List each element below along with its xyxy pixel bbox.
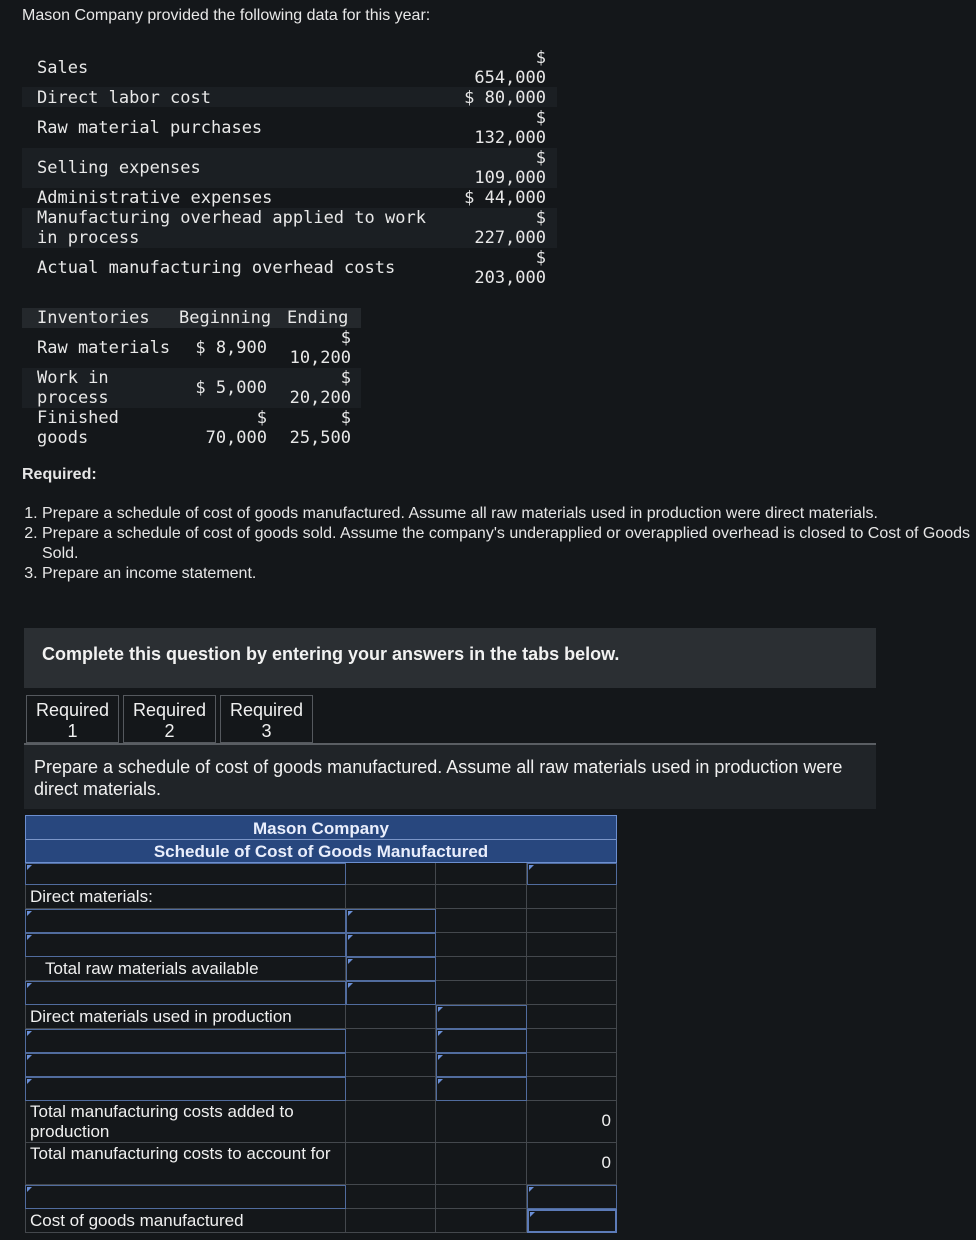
table-row [25, 863, 617, 885]
schedule-header [25, 815, 617, 863]
label-input[interactable] [25, 933, 346, 957]
direct-materials-label: Direct materials: [30, 887, 153, 906]
requirement-item: 2. Prepare a schedule of cost of goods sold. Assume the company's underapplied or overapplied overhead is closed to Cost of Goods Sold. [42, 524, 972, 564]
label-input[interactable] [25, 863, 346, 885]
data-label-sales: Sales [37, 58, 89, 78]
label-input[interactable] [25, 909, 346, 933]
table-row [25, 1101, 617, 1143]
total-account-label: Total manufacturing costs to account for [30, 1144, 331, 1163]
label-input[interactable] [25, 981, 346, 1005]
inventory-label-finished: Finished goods [37, 408, 119, 448]
table-row [25, 1029, 617, 1053]
requirement-item: 1. Prepare a schedule of cost of goods manufactured. Assume all raw materials used in production were direct materials. [42, 504, 972, 524]
dm-used-label: Direct materials used in production [30, 1007, 292, 1026]
inventory-label-raw-materials: Raw materials [37, 338, 171, 358]
data-value-actual-overhead: 203,000 [474, 268, 546, 288]
amount-input[interactable] [346, 981, 436, 1005]
data-value-overhead-applied-currency: $ [535, 208, 546, 228]
total-added-value: 0 [601, 1111, 611, 1130]
data-value-overhead-applied: 227,000 [474, 228, 546, 248]
schedule-company: Mason Company [252, 819, 390, 838]
tab-instruction-text: Prepare a schedule of cost of goods manufactured. Assume all raw materials used in production were direct materials. [34, 757, 843, 799]
data-label-administrative: Administrative expenses [37, 188, 273, 208]
data-value-direct-labor: $ 80,000 [464, 88, 546, 108]
data-value-selling: 109,000 [474, 168, 546, 188]
data-value-selling-currency: $ [535, 148, 546, 168]
inventory-raw-beginning: $ 8,900 [195, 338, 267, 358]
table-row [25, 1143, 617, 1185]
total-raw-available-label: Total raw materials available [45, 959, 259, 978]
inventories-header-label: Inventories [37, 308, 150, 328]
amount-input[interactable] [346, 933, 436, 957]
tab-instruction-panel [24, 745, 876, 809]
table-row [25, 981, 617, 1005]
instruction-text: Complete this question by entering your answers in the tabs below. [42, 644, 620, 664]
tab-required-2[interactable] [123, 695, 216, 743]
total-account-value: 0 [601, 1153, 611, 1172]
table-row [25, 909, 617, 933]
data-label-direct-labor: Direct labor cost [37, 88, 211, 108]
data-value-actual-overhead-currency: $ [535, 248, 546, 268]
inventories-header-ending: Ending [287, 308, 349, 328]
tab-number: 2 [164, 721, 175, 741]
cogm-amount-input[interactable] [527, 1209, 617, 1233]
table-row [25, 933, 617, 957]
data-label-selling: Selling expenses [37, 158, 201, 178]
intro-text: Mason Company provided the following data for this year: [22, 7, 431, 24]
total-added-label: Total manufacturing costs added to production [30, 1102, 294, 1141]
tab-number: 1 [67, 721, 78, 741]
amount-input[interactable] [436, 1077, 527, 1101]
table-row [25, 1077, 617, 1101]
table-row [25, 1209, 617, 1233]
data-label-overhead-applied: Manufacturing overhead applied to work in process [37, 208, 426, 248]
table-row [25, 1185, 617, 1209]
inventories-header-beginning: Beginning [179, 308, 272, 328]
table-row [25, 1053, 617, 1077]
required-heading: Required: [22, 466, 97, 483]
inventory-label-wip: Work in process [37, 368, 109, 408]
data-value-sales-currency: $ [535, 48, 546, 68]
table-row [25, 1005, 617, 1029]
inventory-raw-ending: $ 10,200 [289, 328, 351, 368]
amount-input[interactable] [346, 957, 436, 981]
cogm-label: Cost of goods manufactured [30, 1211, 244, 1230]
amount-input[interactable] [527, 863, 617, 885]
requirement-item: 3. Prepare an income statement. [42, 564, 972, 584]
data-value-administrative: $ 44,000 [464, 188, 546, 208]
label-input[interactable] [25, 1029, 346, 1053]
schedule-title: Schedule of Cost of Goods Manufactured [153, 842, 489, 861]
requirements-list [0, 504, 972, 584]
tab-number: 3 [261, 721, 272, 741]
label-input[interactable] [25, 1077, 346, 1101]
company-data-table [22, 48, 557, 293]
inventory-finished-beginning: $ 70,000 [205, 408, 267, 448]
label-input[interactable] [25, 1185, 346, 1209]
table-row [25, 885, 617, 909]
tab-label: Required [132, 700, 207, 720]
data-label-actual-overhead: Actual manufacturing overhead costs [37, 258, 396, 278]
tab-label: Required [35, 700, 110, 720]
inventory-wip-ending: $ 20,200 [289, 368, 351, 408]
amount-input[interactable] [346, 909, 436, 933]
inventory-finished-ending: $ 25,500 [289, 408, 351, 448]
data-label-raw-purchases: Raw material purchases [37, 118, 263, 138]
table-row [25, 957, 617, 981]
instruction-banner [24, 628, 876, 688]
data-value-sales: 654,000 [474, 68, 546, 88]
inventory-wip-beginning: $ 5,000 [195, 378, 267, 398]
amount-input[interactable] [436, 1053, 527, 1077]
amount-input[interactable] [527, 1185, 617, 1209]
data-value-raw-purchases: 132,000 [474, 128, 546, 148]
amount-input[interactable] [436, 1005, 527, 1029]
label-input[interactable] [25, 1053, 346, 1077]
tab-required-1[interactable] [26, 695, 119, 743]
tab-label: Required [229, 700, 304, 720]
tab-required-3[interactable] [220, 695, 313, 743]
data-value-raw-purchases-currency: $ [535, 108, 546, 128]
inventories-table [22, 308, 362, 453]
amount-input[interactable] [436, 1029, 527, 1053]
